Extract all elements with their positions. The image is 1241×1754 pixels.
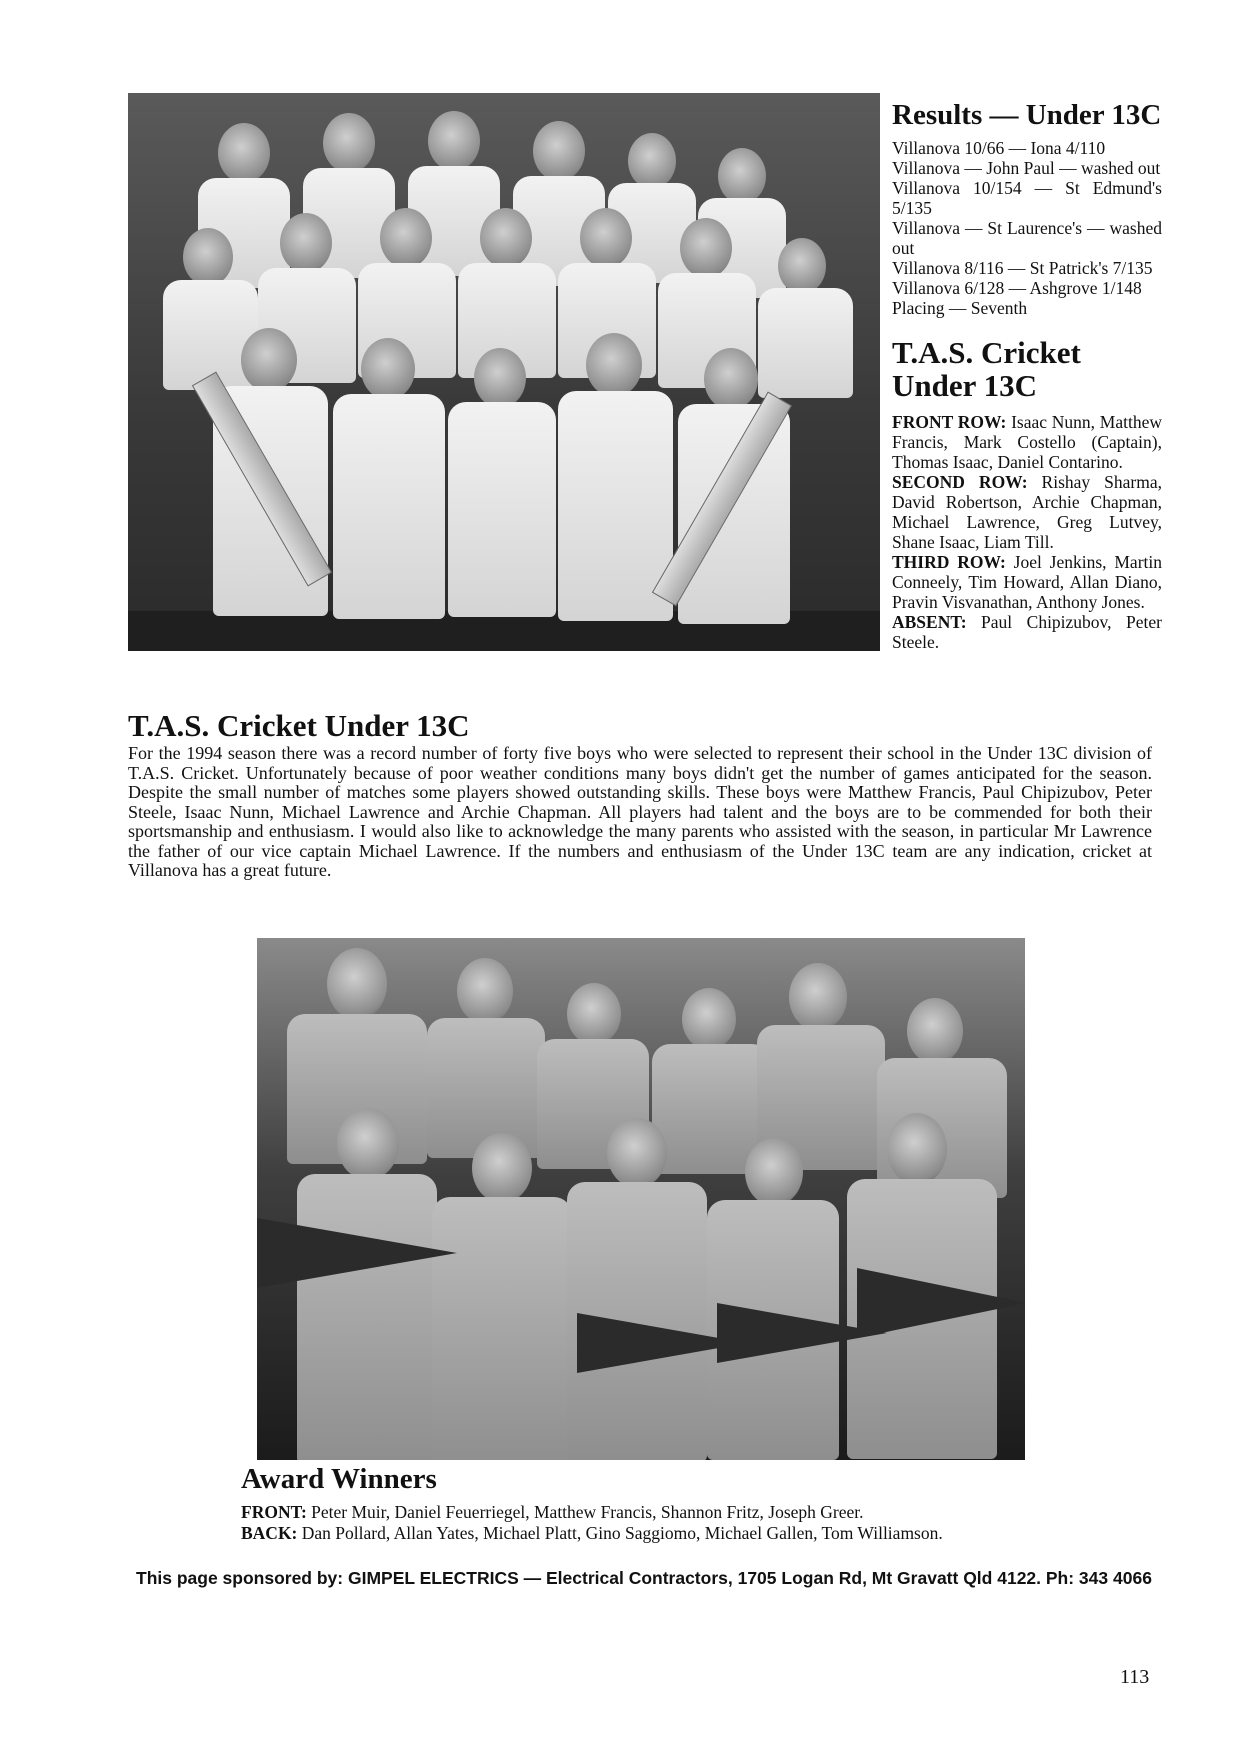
row-label: BACK:	[241, 1523, 298, 1543]
row-names: Isaac Nunn, Matthew Francis, Mark Costello (Captain), Thomas Isaac, Daniel Contarino.	[892, 412, 1163, 473]
team-rows	[892, 412, 1162, 652]
row-label: ABSENT:	[892, 612, 967, 633]
result-line: Placing — Seventh	[892, 298, 1028, 319]
row-label: THIRD ROW:	[892, 552, 1006, 573]
results-heading: Results — Under 13C	[892, 99, 1162, 131]
team-heading: T.A.S. Cricket Under 13C	[892, 335, 1081, 404]
row-names: Dan Pollard, Allan Yates, Michael Platt, Gino Saggiomo, Michael Gallen, Tom Williamson.	[301, 1523, 943, 1543]
team-photo	[128, 93, 880, 651]
sidebar	[892, 100, 1162, 652]
team-row-third	[892, 552, 1162, 612]
row-names: Rishay Sharma, David Robertson, Archie Chapman, Michael Lawrence, Greg Lutvey, Shane Isaac, Liam Till.	[892, 472, 1162, 553]
award-names	[241, 1502, 1091, 1544]
team-row-second	[892, 472, 1162, 552]
article-body: For the 1994 season there was a record number of forty five boys who were selected to represent their school in the Under 13C division of T.A.S. Cricket. Unfortunately because of poor weather conditions many boys didn't get the number of games anticipated for the season. Despite the small number of matches some players showed outstanding skills. These boys were Matthew Francis, Paul Chipizubov, Peter Steele, Isaac Nunn, Michael Lawrence and Archie Chapman. All players had talent and the boys are to be commended for both their sportsmanship and enthusiasm. I would also like to acknowledge the many parents who assisted with the season, in particular Mr Lawrence the father of our vice captain Michael Lawrence. If the numbers and enthusiasm of the Under 13C team are any indication, cricket at Villanova has a great future.	[128, 743, 1152, 880]
sponsor-line: This page sponsored by: GIMPEL ELECTRICS — Electrical Contractors, 1705 Logan Rd, Mt Gravatt Qld 4122. Ph: 343 4066	[136, 1568, 1152, 1588]
award-photo	[257, 938, 1025, 1460]
award-heading: Award Winners	[241, 1463, 437, 1495]
row-label: FRONT ROW:	[892, 412, 1007, 433]
result-line: Villanova 10/66 — Iona 4/110	[892, 138, 1106, 159]
row-label: SECOND ROW:	[892, 472, 1028, 493]
page-number: 113	[1120, 1666, 1150, 1688]
row-names: Peter Muir, Daniel Feuerriegel, Matthew Francis, Shannon Fritz, Joseph Greer.	[311, 1502, 864, 1522]
row-names: Joel Jenkins, Martin Conneely, Tim Howard, Allan Diano, Pravin Visvanathan, Anthony Jones.	[892, 552, 1162, 613]
award-back-row	[241, 1523, 1091, 1544]
result-line: Villanova 10/154 — St Edmund's 5/135	[892, 178, 1162, 219]
article-title: T.A.S. Cricket Under 13C	[128, 708, 470, 743]
team-row-absent	[892, 612, 1162, 652]
team-row-front	[892, 412, 1162, 472]
result-line: Villanova — St Laurence's — washed out	[892, 218, 1162, 259]
result-line: Villanova 8/116 — St Patrick's 7/135	[892, 258, 1153, 279]
award-front-row	[241, 1502, 1091, 1523]
result-line: Villanova — John Paul — washed out	[892, 158, 1161, 179]
row-names: Paul Chipizubov, Peter Steele.	[892, 612, 1162, 653]
row-label: FRONT:	[241, 1502, 307, 1522]
result-line: Villanova 6/128 — Ashgrove 1/148	[892, 278, 1142, 299]
results-list	[892, 138, 1162, 318]
